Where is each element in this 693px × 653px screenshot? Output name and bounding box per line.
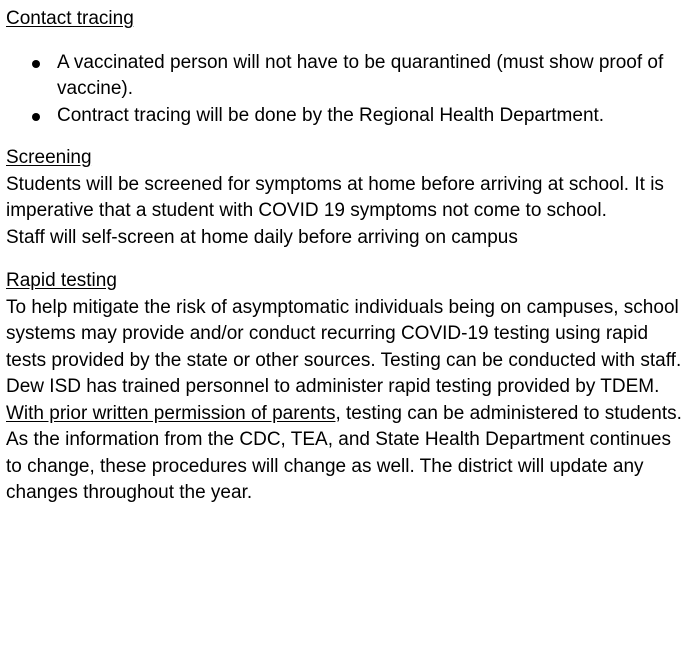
- screening-students-paragraph: Students will be screened for symptoms at home before arriving at school. It is imperative that a student with COVID 19 symptoms not come to school.: [6, 173, 664, 221]
- rapid-testing-heading: Rapid testing: [6, 270, 117, 291]
- list-item-text: A vaccinated person will not have to be quarantined (must show proof of vaccine).: [57, 51, 664, 99]
- rapid-testing-text: To help mitigate the risk of asymptomatic individuals being on campuses, school systems may provide and/or conduct recurring COVID-19 testing using rapid tests provided by the state or other sources. Testing can be conducted with staff. Dew ISD has trained personnel to administer rapid testing provided by TDEM.: [6, 296, 687, 397]
- bullet-icon: [32, 60, 40, 68]
- parent-permission-underlined-text: With prior written permission of parents: [6, 402, 336, 424]
- screening-staff-paragraph: Staff will self-screen at home daily before arriving on campus: [6, 226, 518, 248]
- list-item: [57, 50, 687, 103]
- bullet-icon: [32, 113, 40, 121]
- list-item: [57, 103, 687, 130]
- closing-paragraph: As the information from the CDC, TEA, and State Health Department continues to change, these procedures will change as well. The district will update any changes throughout the year.: [6, 429, 671, 503]
- list-item-text: Contract tracing will be done by the Regional Health Department.: [57, 104, 605, 126]
- rapid-testing-paragraph: [6, 295, 687, 428]
- contact-tracing-list: [6, 50, 687, 130]
- contact-tracing-heading: Contact tracing: [6, 8, 134, 29]
- screening-heading: Screening: [6, 147, 92, 168]
- rapid-testing-text-end: , testing can be administered to students.: [335, 402, 682, 424]
